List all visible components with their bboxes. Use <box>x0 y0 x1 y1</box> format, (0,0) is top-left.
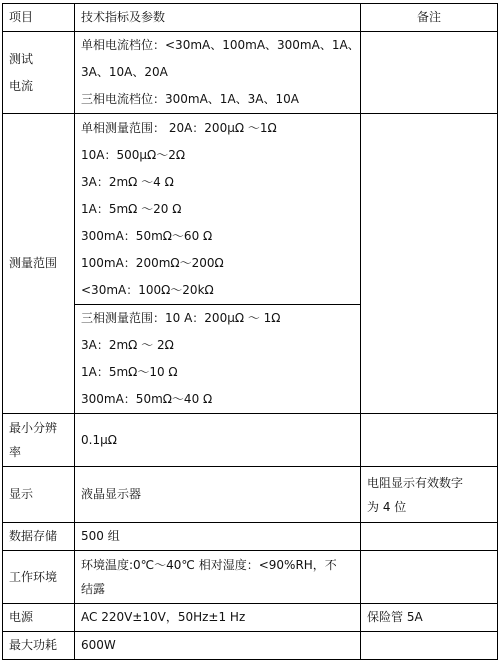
row-display <box>3 467 498 523</box>
row-power <box>3 604 498 632</box>
spec-display: 液晶显示器 <box>75 467 361 523</box>
row-storage <box>3 523 498 551</box>
note-display-line2: 为 4 位 <box>367 499 407 514</box>
spec-range-three <box>75 305 361 414</box>
note-max-power <box>361 632 498 660</box>
header-note: 备注 <box>361 4 498 32</box>
spec-environment <box>75 551 361 604</box>
spec-max-power: 600W <box>75 632 361 660</box>
spec-current <box>75 32 361 114</box>
header-item: 项目 <box>3 4 75 32</box>
spec-power: AC 220V±10V，50Hz±1 Hz <box>75 604 361 632</box>
range-single-line4: 1A：5mΩ ～20 Ω <box>81 201 182 216</box>
item-range: 测量范围 <box>3 114 75 414</box>
range-single-line1: 单相测量范围： 20A：200μΩ ～1Ω <box>81 120 277 135</box>
row-environment <box>3 551 498 604</box>
row-resolution <box>3 414 498 467</box>
item-environment: 工作环境 <box>3 551 75 604</box>
spec-range-single <box>75 114 361 305</box>
spec-environment-line1: 环境温度:0℃～40℃ 相对湿度：<90%RH，不 <box>81 558 337 572</box>
item-resolution-line2: 率 <box>9 445 22 459</box>
spec-table <box>2 3 498 660</box>
note-resolution <box>361 414 498 467</box>
item-storage: 数据存储 <box>3 523 75 551</box>
range-single-line6: 100mA：200mΩ～200Ω <box>81 255 224 270</box>
note-display <box>361 467 498 523</box>
spec-current-line2: 3A、10A、20A <box>81 65 168 79</box>
item-resolution <box>3 414 75 467</box>
range-single-line5: 300mA：50mΩ～60 Ω <box>81 228 213 243</box>
note-display-line1: 电阻显示有效数字 <box>367 475 464 490</box>
header-spec: 技术指标及参数 <box>75 4 361 32</box>
range-three-line2: 3A：2mΩ ～ 2Ω <box>81 338 174 352</box>
item-max-power: 最大功耗 <box>3 632 75 660</box>
item-power: 电源 <box>3 604 75 632</box>
item-current <box>3 32 75 114</box>
note-environment <box>361 551 498 604</box>
item-current-line1: 测试 <box>9 51 34 66</box>
range-single-line3: 3A：2mΩ ～4 Ω <box>81 174 174 189</box>
spec-resolution: 0.1μΩ <box>75 414 361 467</box>
note-storage <box>361 523 498 551</box>
note-range <box>361 114 498 414</box>
item-resolution-line1: 最小分辨 <box>9 421 58 435</box>
range-three-line1: 三相测量范围：10 A：200μΩ ～ 1Ω <box>81 311 281 325</box>
header-row <box>3 4 498 32</box>
range-single-line7: <30mA：100Ω～20kΩ <box>81 282 214 297</box>
row-max-power <box>3 632 498 660</box>
range-single-line2: 10A：500μΩ～2Ω <box>81 147 185 162</box>
item-display: 显示 <box>3 467 75 523</box>
spec-environment-line2: 结露 <box>81 582 106 596</box>
range-three-line3: 1A：5mΩ～10 Ω <box>81 365 178 379</box>
note-power: 保险管 5A <box>361 604 498 632</box>
note-current <box>361 32 498 114</box>
spec-storage: 500 组 <box>75 523 361 551</box>
spec-current-line1: 单相电流档位：<30mA、100mA、300mA、1A、 <box>81 38 360 52</box>
range-three-line4: 300mA：50mΩ～40 Ω <box>81 392 213 406</box>
row-current <box>3 32 498 114</box>
spec-current-line3: 三相电流档位：300mA、1A、3A、10A <box>81 92 299 106</box>
item-current-line2: 电流 <box>9 78 34 93</box>
row-range-single <box>3 114 498 305</box>
